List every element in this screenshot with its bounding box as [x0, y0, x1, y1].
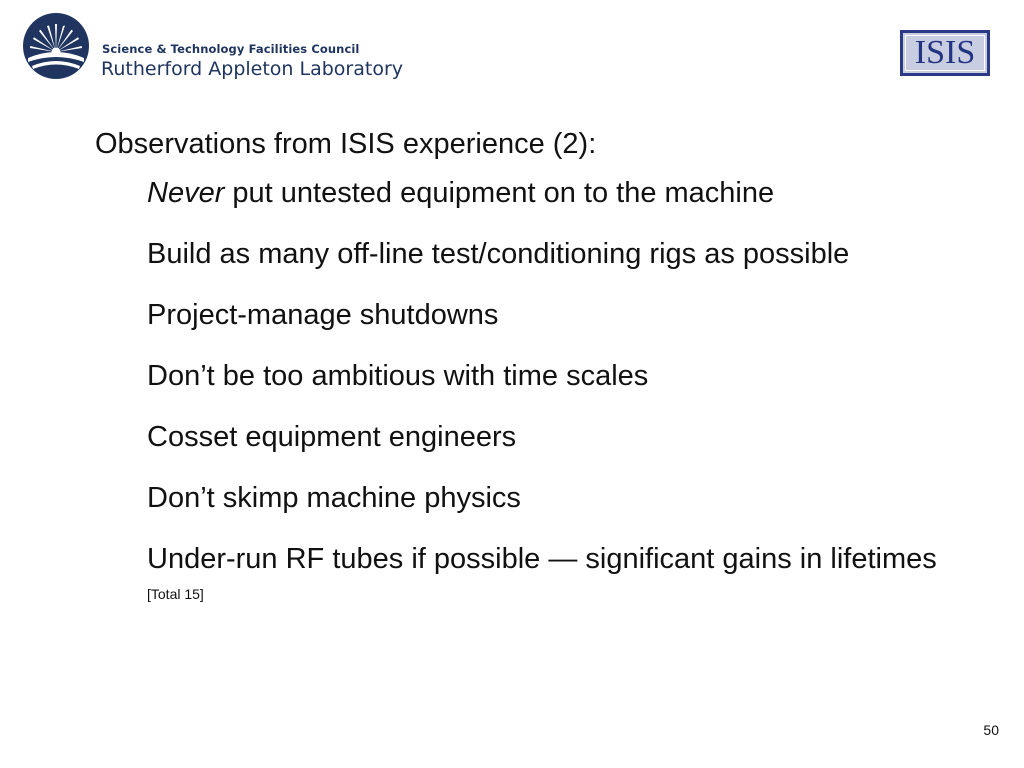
stfc-logo — [22, 12, 442, 92]
isis-logo-text: ISIS — [914, 34, 976, 71]
bullet-text: Don’t be too ambitious with time scales — [147, 360, 649, 392]
bullet-text: Cosset equipment engineers — [147, 421, 517, 453]
bullet-item — [147, 234, 967, 274]
bullet-item — [147, 356, 967, 396]
footnote: [Total 15] — [147, 586, 204, 602]
bullet-text: Project-manage shutdowns — [147, 299, 499, 331]
bullet-text: put untested equipment on to the machine — [224, 177, 775, 209]
bullet-item — [147, 173, 967, 213]
slide-content — [95, 127, 975, 602]
logo-lab-name: Rutherford Appleton Laboratory — [101, 58, 404, 80]
bullet-item — [147, 295, 967, 335]
bullet-list — [95, 173, 975, 579]
bullet-item — [147, 539, 967, 579]
page-number: 50 — [983, 722, 999, 738]
bullet-text: Under-run RF tubes if possible — significant gains in lifetimes — [147, 543, 937, 575]
bullet-item — [147, 478, 967, 518]
stfc-emblem-icon — [22, 12, 90, 80]
slide-title: Observations from ISIS experience (2): — [95, 128, 597, 160]
bullet-text: Don’t skimp machine physics — [147, 482, 521, 514]
isis-logo-frame — [905, 35, 985, 71]
bullet-emphasis: Never — [147, 177, 225, 209]
isis-logo — [900, 30, 990, 76]
bullet-text: Build as many off-line test/conditioning rigs as possible — [147, 238, 850, 270]
logo-council-name: Science & Technology Facilities Council — [102, 42, 360, 56]
bullet-item — [147, 417, 967, 457]
